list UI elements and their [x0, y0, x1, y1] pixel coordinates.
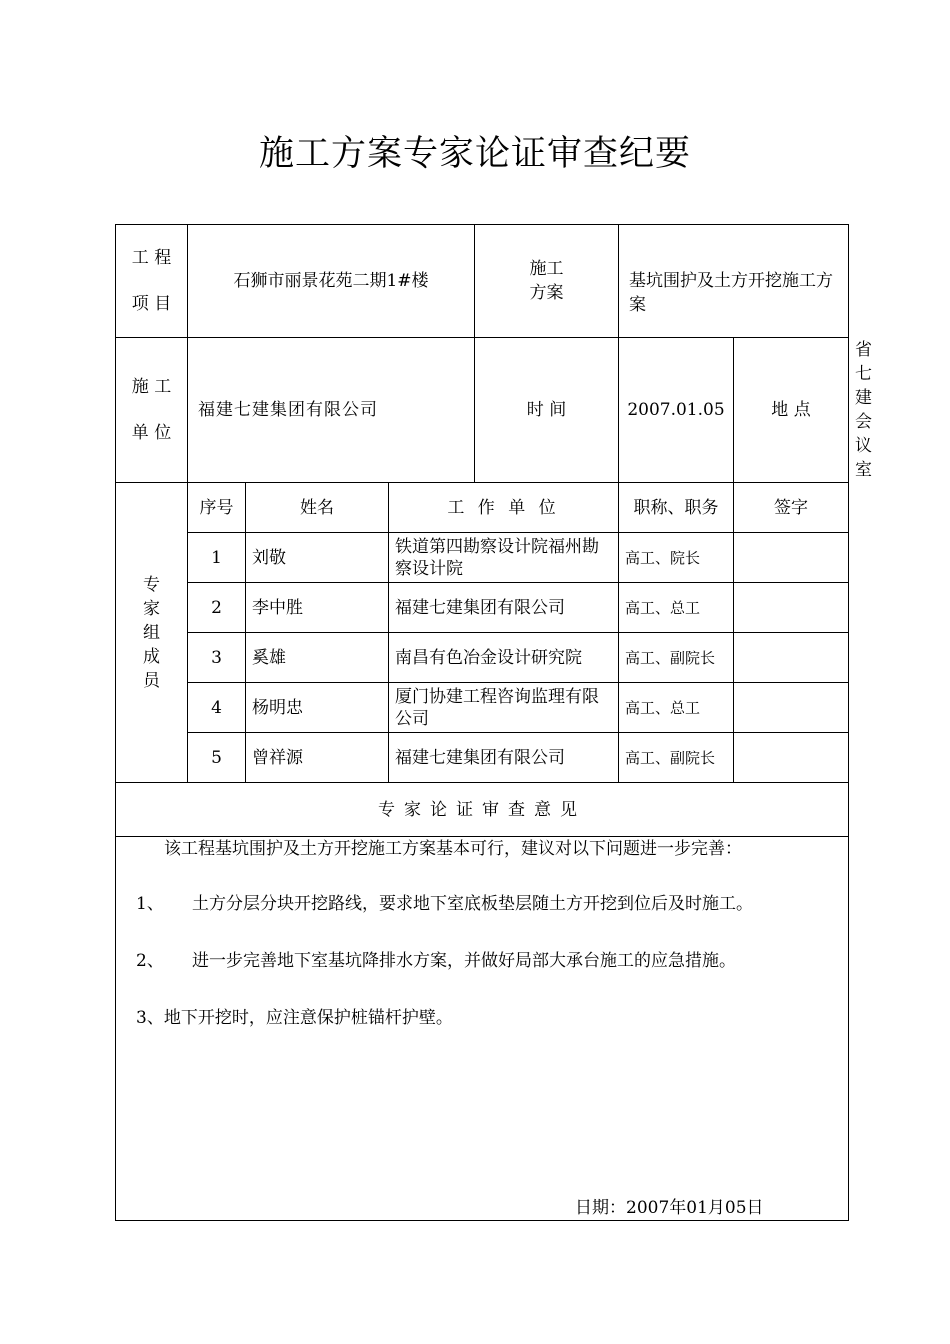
expert-title: 高工、副院长 [619, 733, 734, 783]
opinion-body-row [116, 837, 849, 1221]
project-label-line2: 项 目 [131, 294, 172, 314]
expert-group-char: 成 [143, 646, 160, 667]
unit-label-line1: 施 工 [131, 377, 172, 397]
expert-group-label [116, 483, 188, 783]
opinion-body [116, 837, 849, 1221]
expert-title: 高工、总工 [619, 683, 734, 733]
unit-row: 施 工 单 位 福建七建集团有限公司 时 间 2007.01.05 地 点 省七建会议室 [116, 338, 849, 483]
expert-group-char: 专 [143, 574, 160, 595]
place-label: 地 点 [734, 338, 849, 483]
opinion-heading-row [116, 783, 849, 837]
expert-title: 高工、总工 [619, 583, 734, 633]
expert-sign [734, 583, 849, 633]
expert-seq: 4 [188, 683, 246, 733]
table-row [116, 733, 849, 783]
project-label-line1: 工 程 [131, 248, 172, 268]
plan-label-cell [475, 225, 619, 338]
expert-seq: 1 [188, 533, 246, 583]
expert-group-char: 组 [143, 622, 160, 643]
opinion-item-1 [136, 892, 753, 916]
header-name: 姓名 [246, 483, 389, 533]
expert-sign [734, 633, 849, 683]
expert-sign [734, 733, 849, 783]
opinion-item-3 [136, 1006, 453, 1030]
plan-value: 基坑围护及土方开挖施工方案 [619, 225, 849, 338]
expert-seq: 3 [188, 633, 246, 683]
table-row [116, 583, 849, 633]
time-label: 时 间 [475, 338, 619, 483]
expert-title: 高工、副院长 [619, 633, 734, 683]
project-label-cell [116, 225, 188, 338]
expert-seq: 2 [188, 583, 246, 633]
expert-sign [734, 683, 849, 733]
opinion-heading: 专家论证审查意见 [116, 783, 849, 837]
expert-name: 李中胜 [246, 583, 389, 633]
page-title: 施工方案专家论证审查纪要 [258, 134, 691, 174]
expert-title: 高工、院长 [619, 533, 734, 583]
opinion-item-text: 3、地下开挖时，应注意保护桩锚杆护壁。 [136, 1008, 453, 1028]
plan-label-line1: 施工 [529, 259, 564, 279]
header-title: 职称、职务 [619, 483, 734, 533]
table-row [116, 633, 849, 683]
header-seq: 序号 [188, 483, 246, 533]
header-org: 工 作 单 位 [389, 483, 619, 533]
expert-org: 厦门协建工程咨询监理有限公司 [389, 683, 619, 733]
table-row [116, 683, 849, 733]
expert-group-char: 家 [143, 598, 160, 619]
expert-name: 刘敬 [246, 533, 389, 583]
expert-seq: 5 [188, 733, 246, 783]
expert-sign [734, 533, 849, 583]
unit-label-line2: 单 位 [131, 423, 172, 443]
unit-label-cell [116, 338, 188, 483]
table-row [116, 533, 849, 583]
time-value: 2007.01.05 [619, 338, 734, 483]
unit-value: 福建七建集团有限公司 [188, 338, 475, 483]
expert-name: 曾祥源 [246, 733, 389, 783]
opinion-intro: 该工程基坑围护及土方开挖施工方案基本可行，建议对以下问题进一步完善： [164, 839, 742, 859]
opinion-item-text: 进一步完善地下室基坑降排水方案，并做好局部大承台施工的应急措施。 [192, 951, 736, 971]
date-line: 日期：2007年01月05日 [575, 1198, 764, 1218]
project-row [116, 225, 849, 338]
project-value: 石狮市丽景花苑二期1#楼 [188, 225, 475, 338]
opinion-item-num: 2、 [136, 951, 164, 971]
expert-org: 福建七建集团有限公司 [389, 583, 619, 633]
header-sign: 签字 [734, 483, 849, 533]
review-form-table [115, 224, 872, 1221]
expert-name: 奚雄 [246, 633, 389, 683]
expert-group-char: 员 [143, 670, 160, 691]
opinion-item-num: 1、 [136, 894, 164, 914]
expert-org: 铁道第四勘察设计院福州勘察设计院 [389, 533, 619, 583]
expert-header-row [116, 483, 849, 533]
opinion-item-text: 土方分层分块开挖路线，要求地下室底板垫层随土方开挖到位后及时施工。 [192, 894, 753, 914]
expert-name: 杨明忠 [246, 683, 389, 733]
expert-org: 福建七建集团有限公司 [389, 733, 619, 783]
expert-org: 南昌有色冶金设计研究院 [389, 633, 619, 683]
opinion-item-2 [136, 949, 736, 973]
plan-label-line2: 方案 [529, 283, 564, 303]
